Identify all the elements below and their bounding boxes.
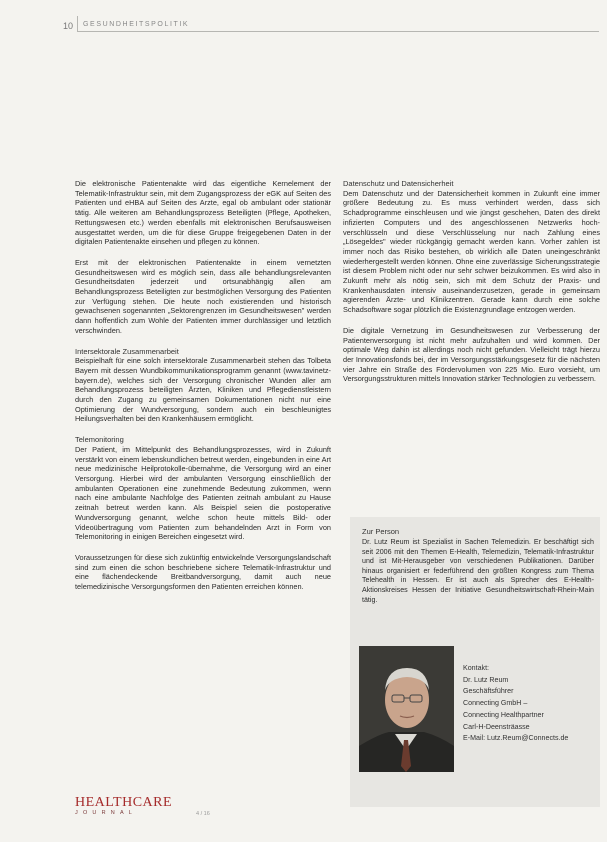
contact-line: Connecting Healthpartner	[463, 710, 544, 719]
contact-line: Kontakt:	[463, 664, 490, 672]
paragraph: Dem Datenschutz und der Datensicherheit kommen in Zukunft eine immer größere Bedeutung zu. Es muss verhindert werden, dass sich Schadprogramme einschleusen und wie jüngst geschehen, Daten des direkt infizierten Computers und des angeschlossenen Netzwerks hoch-verschlüsseln und diese Verschlüsselung nur nach Zahlung eines „Lösegeldes" wieder rückgängig gemacht werden kann. Vorher zahlen ist immer noch das Risiko bestehen, ob wirklich alle Daten uneingeschränkt wiederhergestellt werden können. Ohne eine zuverlässige Sicherungsstrategie ist diesem Problem nicht oder nur sehr schwer beizukommen. Es wird also in Zukunft mehr als nötig sein, sich mit dem Schutz der Praxis- und Krankenhausdaten intensiv auseinanderzusetzen, gerade in gemeinsam agierenden Ärzte- und Klinikzentren. Gerade kann durch eine solche Schadsoftware sogar plötzlich die Existenzgrundlage entzogen werden.	[343, 188, 600, 315]
contact-block	[463, 663, 598, 745]
contact-line: Geschäftsführer	[463, 687, 514, 696]
page-number: 10	[63, 21, 74, 31]
paragraph: Voraussetzungen für diese sich zukünftig entwickelnde Versorgungslandschaft sind zum einen die schon beschriebene sichere Telematik-Infrastruktur und eine flächendeckende Breitbandversorgung, damit auch neue telemedizinische Versorgungsformen den Patienten erreichen können.	[75, 552, 331, 592]
paragraph: Die elektronische Patientenakte wird das eigentliche Kernelement der Telematik-Infrastruktur sein, mit dem Zugangsprozess der eGK auf Seiten des Patienten und eHBA auf Seiten des Arzte, egal ob ambulant oder stationär tätig. Alle weiteren am Behandlungsprozess Beteiligten (Pflege, Apotheken, Rettungswesen etc.) werden ebenfalls mit elektronischen Berufsausweisen ausgestattet werden, um die für diese Gruppe freigegebenen Daten in der digitalen Patientenakte einsehen und pflegen zu können.	[75, 179, 331, 247]
paragraph: Der Patient, im Mittelpunkt des Behandlungsprozesses, wird in Zukunft verstärkt von einem lebenskundlichen betreut werden, eingebunden in eine Art neue medizinische Heilprotokolle-übernahme, die Versorgung wird an einer Versorgung. Hierbei wird der ambulanten Versorgung einschließlich der ambulanten Operationen eine zunehmende Bedeutung zukommen, wenn nach eine ambulante Nachfolge des Patienten zeitnah ambulant zu Hause zeitnah betreut werden kann. Als Beispiel seien die postoperative Wundversorgung genannt, welche schon heute mittels Bild- oder Videoübertragung vom Patienten zum behandelnden Arzt in Form von Telemonitoring in einigen Bereichen eingesetzt wird.	[75, 444, 331, 542]
paragraph: Beispielhaft für eine solch intersektorale Zusammenarbeit stehen das Tolbeta Bayern mit dessen Wundbikommunikationsprogramm genannt (www.tavinetz-bayern.de), welches sich der Versorgung chronischer Wunden aller am Behandlungsprozess beteiligten Ärzten, Kliniken und Pflegedienstleistern durch den Zugang zu gemeinsamen Dokumentationen nicht nur eine Optimierung der Wundversorgung, sondern auch ein beschleunigtes Heilungsverhalten bei den Krankenhäusern ermöglicht.	[75, 356, 331, 424]
author-photo	[359, 646, 454, 772]
contact-line: Dr. Lutz Reum	[463, 675, 509, 684]
contact-line: Carl-H-Deensträasse	[463, 722, 530, 731]
author-photo-image	[359, 646, 454, 772]
header-rule	[77, 31, 599, 32]
section-label: GESUNDHEITSPOLITIK	[83, 21, 190, 28]
subheading: Telemonitoring	[75, 435, 124, 445]
paragraph: Erst mit der elektronischen Patientenakte in einem vernetzten Gesundheitswesen wird es möglich sein, dass alle behandlungsrelevanten Gesundheitsdaten jederzeit und ortsunabhängig allen am Behandlungsprozess Beteiligten zur bestmöglichen Versorgung des Patienten zur Verfügung stehen. Die heute noch existierenden und historisch gewachsenen sogenannten „Sektorengrenzen im Gesundheitswesen" werden dann hoffentlich zum Wohle der Patienten immer durchlässiger und letztlich verschwinden.	[75, 257, 331, 335]
logo-subline: JOURNAL	[75, 810, 138, 816]
left-column	[75, 179, 331, 603]
journal-logo	[75, 796, 172, 817]
subheading: Intersektorale Zusammenarbeit	[75, 346, 179, 356]
author-bio-text: Dr. Lutz Reum ist Spezialist in Sachen Telemedizin. Er beschäftigt sich seit 2006 mit den Themen E-Health, Telemedizin, Telematik-Infrastruktur und ist Mit-Herausgeber von verschiedenen Publikationen. Darüber hinaus organisiert er federführend den größten Kongress zum Thema Telehealth in Hessen. Er ist auch als Sprecher des E-Health-Aktionskreises Hessen der Initiative Gesundheitswirtschaft-Rhein-Main tätig.	[362, 538, 594, 604]
issue-number: 4 / 16	[196, 811, 210, 817]
paragraph: Die digitale Vernetzung im Gesundheitswesen zur Verbesserung der Patientenversorgung ist nicht mehr aufzuhalten und wird kommen. Der optimale Weg dahin ist allerdings noch nicht gefunden. Vielleicht trägt hierzu der Innovationsfonds bei, der im Versorgungsstärkungsgesetz für die nächsten vier Jahre ein Straße des Fördervolumen von 225 Mio. Euro vorsieht, um Versorgungsstrukturen mittels Innovation stärker Technologien zu verbessern.	[343, 325, 600, 384]
author-box-title: Zur Person	[362, 527, 400, 536]
logo-wordmark: HEALTHCARE	[75, 795, 173, 810]
subheading: Datenschutz und Datensicherheit	[343, 179, 454, 188]
right-column	[343, 179, 600, 395]
contact-email[interactable]: E-Mail: Lutz.Reum@Connects.de	[463, 734, 569, 743]
contact-line: Connecting GmbH –	[463, 699, 528, 708]
header-vertical-rule	[77, 16, 78, 32]
author-bio	[362, 538, 594, 605]
